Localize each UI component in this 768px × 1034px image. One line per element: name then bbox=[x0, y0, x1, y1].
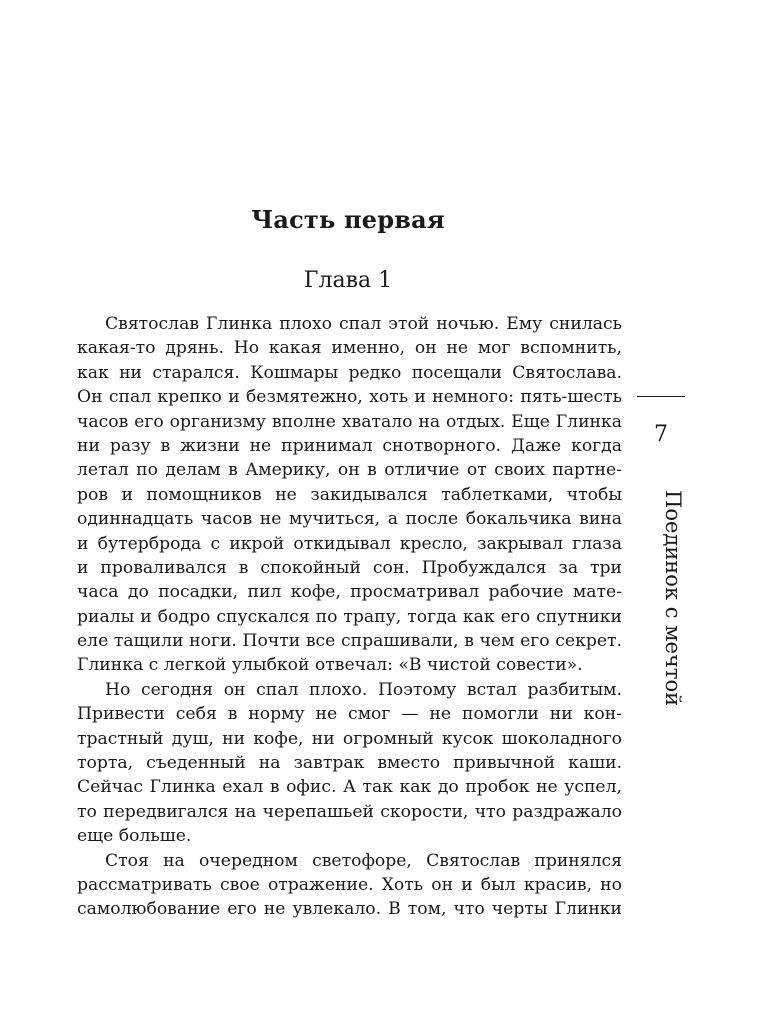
chapter-title: Глава 1 bbox=[303, 268, 393, 293]
text-line: Стоя на очередном светофоре, Святослав принялся bbox=[105, 850, 622, 871]
text-line: часов его организму вполне хватало на отдых. Еще Глинка bbox=[77, 411, 622, 432]
text-line: как ни старался. Кошмары редко посещали Святослава. bbox=[77, 362, 622, 383]
text-line: ров и помощников не закидывался таблетками, чтобы bbox=[77, 484, 622, 505]
margin-rule bbox=[637, 396, 685, 397]
text-line: Он спал крепко и безмятежно, хоть и немного: пять-шесть bbox=[77, 387, 622, 408]
text-line: одиннадцать часов не мучиться, а после бокальчика вина bbox=[77, 509, 622, 530]
text-line: еще больше. bbox=[77, 826, 192, 847]
text-line: Святослав Глинка плохо спал этой ночью. Ему снилась bbox=[105, 314, 622, 334]
text-line: ни разу в жизни не принимал снотворного. Даже когда bbox=[77, 435, 622, 456]
text-line: и бутерброда с икрой откидывал кресло, закрывал глаза bbox=[77, 533, 622, 554]
text-line: то передвигался на черепашьей скорости, что раздражало bbox=[77, 801, 622, 822]
text-line: часа до посадки, пил кофе, просматривал рабочие мате- bbox=[77, 582, 622, 603]
text-line: самолюбование его не увлекало. В том, что черты Глинки bbox=[77, 899, 622, 920]
body-text bbox=[77, 312, 622, 922]
text-line: Привести себя в норму не смог — не помогли ни кон- bbox=[77, 704, 622, 725]
text-line: рассматривать свое отражение. Хоть он и был красив, но bbox=[77, 874, 622, 895]
text-line: трастный душ, ни кофе, ни огромный кусок шоколадного bbox=[77, 728, 622, 749]
text-line: Глинка с легкой улыбкой отвечал: «В чистой совести». bbox=[77, 655, 583, 676]
text-line: Сейчас Глинка ехал в офис. А так как до пробок не успел, bbox=[77, 777, 622, 798]
text-line: Но сегодня он спал плохо. Поэтому встал разбитым. bbox=[105, 679, 622, 700]
text-line: риалы и бодро спускался по трапу, тогда как его спутники bbox=[77, 606, 622, 627]
text-line: еле тащили ноги. Почти все спрашивали, в чем его секрет. bbox=[77, 631, 622, 652]
text-line: торта, съеденный на завтрак вместо привычной каши. bbox=[77, 753, 622, 774]
text-line: и проваливался в спокойный сон. Пробуждался за три bbox=[77, 557, 622, 578]
page-number: 7 bbox=[654, 422, 668, 447]
text-line: летал по делам в Америку, он в отличие от своих партне- bbox=[77, 460, 622, 481]
running-title: Поединок с мечтой bbox=[661, 490, 685, 707]
text-line: какая-то дрянь. Но какая именно, он не мог вспомнить, bbox=[77, 338, 622, 359]
part-title: Часть первая bbox=[251, 205, 445, 234]
